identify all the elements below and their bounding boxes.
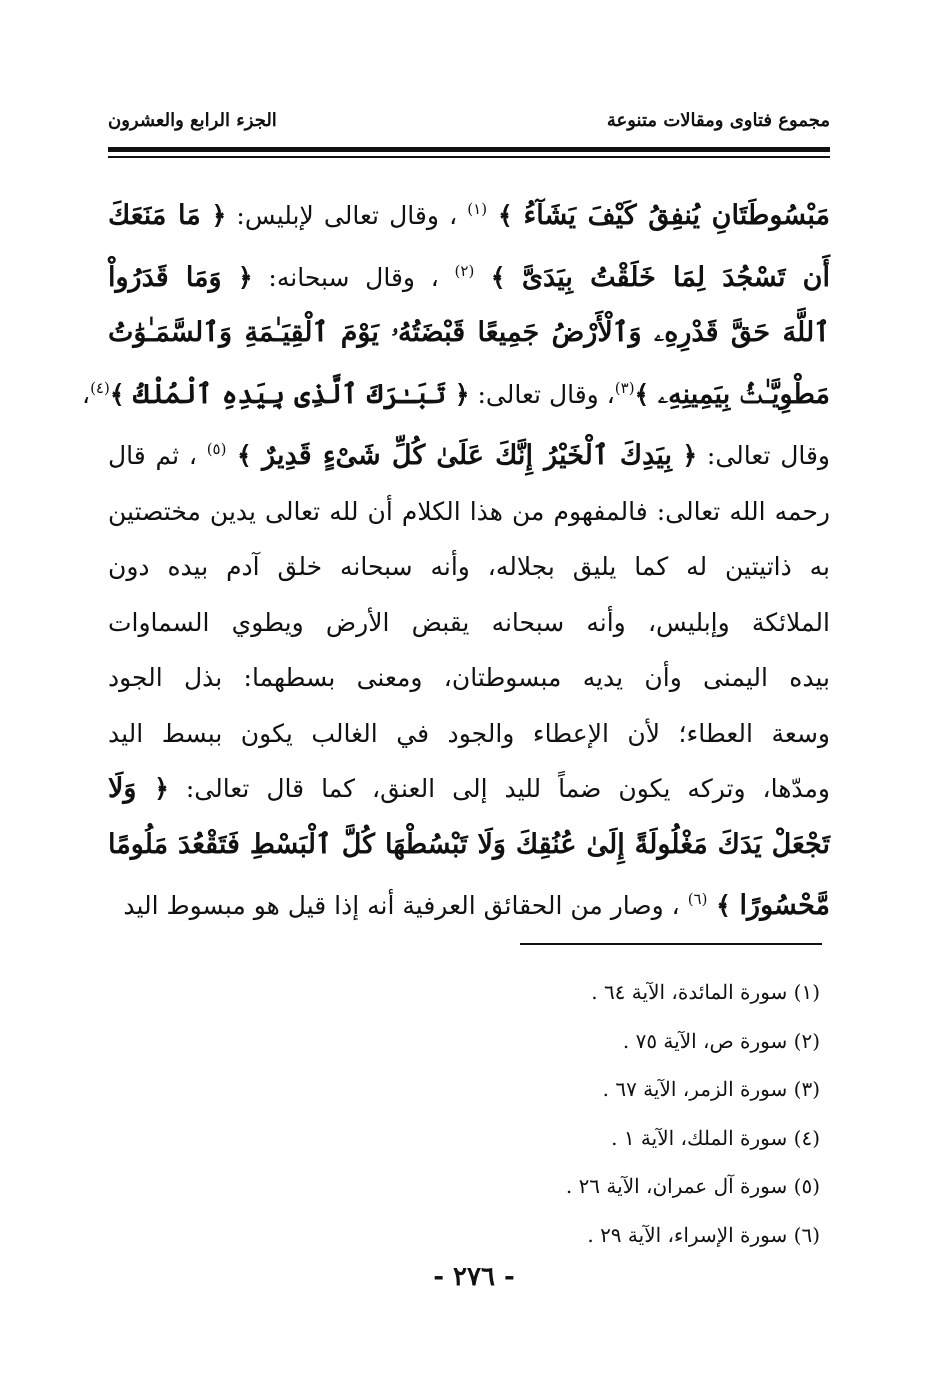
quran-verse: أَن تَسْجُدَ لِمَا خَلَقْتُ بِيَدَىَّ bbox=[521, 261, 830, 293]
body-text-run: ، ثم قال bbox=[108, 441, 207, 470]
quran-verse: مَا مَنَعَكَ bbox=[108, 200, 201, 231]
footnotes bbox=[420, 968, 820, 1260]
footnote-item: (٥) سورة آل عمران، الآية ٢٦ . bbox=[565, 1174, 820, 1199]
body-text-run: ، bbox=[81, 379, 91, 409]
body-line bbox=[108, 305, 830, 361]
quran-verse: وَلَا bbox=[108, 773, 137, 804]
body-line bbox=[108, 761, 830, 817]
body-text-run: ، وقال سبحانه: bbox=[252, 262, 455, 292]
quran-bracket: ﴾ bbox=[226, 441, 263, 470]
footnote-ref: (٦) bbox=[687, 890, 708, 908]
page-number: - ٢٧٦ - bbox=[433, 1262, 515, 1292]
body-text-run: بيده اليمنى وأن يديه مبسوطتان، ومعنى بسطهما: بذل الجود bbox=[108, 663, 830, 692]
footnote-item: (٤) سورة الملك، الآية ١ . bbox=[611, 1125, 820, 1150]
quran-verse: مَّحْسُورًا bbox=[739, 890, 830, 921]
body-line bbox=[81, 361, 830, 423]
body-text-run: ، وصار من الحقائق العرفية أنه إذا قيل هو مبسوط اليد bbox=[123, 891, 688, 920]
body-text-run: ومدّها، وتركه يكون ضماً لليد إلى العنق، كما قال تعالى: bbox=[168, 774, 830, 803]
footnote-ref: (٣) bbox=[614, 378, 635, 397]
footnote-item: (٦) سورة الإسراء، الآية ٢٩ . bbox=[587, 1222, 820, 1247]
footnote-item: (٢) سورة ص، الآية ٧٥ . bbox=[622, 1028, 820, 1053]
body-line bbox=[108, 422, 830, 484]
quran-bracket: ﴿ bbox=[446, 379, 470, 409]
running-header bbox=[108, 110, 830, 131]
header-rule-thin bbox=[108, 156, 830, 158]
body-line bbox=[108, 872, 830, 934]
body-line bbox=[108, 595, 830, 651]
body-text-run: وسعة العطاء؛ لأن الإعطاء والجود في الغالب يكون ببسط اليد bbox=[108, 718, 830, 748]
body-line bbox=[108, 817, 830, 873]
quran-bracket: ﴿ bbox=[200, 201, 227, 230]
quran-verse: مَبْسُوطَتَانِ يُنفِقُ كَيْفَ يَشَآءُ bbox=[523, 200, 830, 231]
body-text-run: ، وقال تعالى: bbox=[469, 379, 615, 409]
body-text-run: به ذاتيتين له كما يليق بجلاله، وأنه سبحانه خلق آدم بيده دون bbox=[108, 552, 830, 581]
body-line bbox=[108, 650, 830, 706]
quran-verse: مَطْوِيَّـٰتُۢ بِيَمِينِهِۦ bbox=[657, 378, 830, 410]
body-line bbox=[108, 182, 830, 244]
footnote-ref: (١) bbox=[467, 200, 488, 218]
quran-verse: تَبَـٰرَكَ ٱلَّذِى بِيَدِهِ ٱلْمُلْكُ bbox=[133, 378, 447, 410]
body-line bbox=[108, 244, 830, 306]
body-line bbox=[108, 539, 830, 595]
quran-bracket: ﴿ bbox=[671, 441, 698, 470]
quran-bracket: ﴿ bbox=[221, 262, 253, 292]
body-line bbox=[108, 706, 830, 762]
header-book-title: مجموع فتاوى ومقالات متنوعة bbox=[606, 110, 830, 131]
quran-bracket: ﴾ bbox=[634, 379, 658, 409]
quran-verse: ٱللَّهَ حَقَّ قَدْرِهِۦ وَٱلْأَرْضُ جَمِيعًا قَبْضَتُهُۥ يَوْمَ ٱلْقِيَـٰمَةِ وَٱلسَّمَـٰوَٰتُ bbox=[108, 317, 830, 348]
quran-verse: وَمَا قَدَرُواْ bbox=[108, 261, 222, 293]
footnote-separator bbox=[520, 943, 822, 945]
quran-bracket: ﴾ bbox=[707, 891, 740, 920]
footnote-ref: (٥) bbox=[206, 440, 227, 458]
quran-verse: بِيَدِكَ ٱلْخَيْرُ إِنَّكَ عَلَىٰ كُلِّ شَىْءٍ قَدِيرٌ bbox=[262, 440, 672, 471]
footnote-item: (١) سورة المائدة، الآية ٦٤ . bbox=[591, 980, 820, 1004]
body-text-run: ، وقال تعالى لإبليس: bbox=[226, 201, 468, 230]
body-text-run: الملائكة وإبليس، وأنه سبحانه يقبض الأرض ويطوي السماوات bbox=[108, 607, 830, 637]
footnote-ref: (٤) bbox=[90, 378, 110, 397]
header-volume-title: الجزء الرابع والعشرون bbox=[108, 110, 277, 131]
body-line bbox=[108, 484, 830, 540]
quran-bracket: ﴾ bbox=[474, 262, 522, 292]
footnote-item: (٣) سورة الزمر، الآية ٦٧ . bbox=[602, 1077, 820, 1102]
quran-verse: تَجْعَلْ يَدَكَ مَغْلُولَةً إِلَىٰ عُنُقِكَ وَلَا تَبْسُطْهَا كُلَّ ٱلْبَسْطِ فَتَقْعُدَ مَلُومًا bbox=[108, 828, 830, 860]
body-text bbox=[81, 182, 830, 934]
footnote-ref: (٢) bbox=[454, 261, 475, 280]
body-text-run: وقال تعالى: bbox=[697, 441, 830, 470]
body-text-run: رحمه الله تعالى: فالمفهوم من هذا الكلام أن لله تعالى يدين مختصتين bbox=[108, 496, 830, 526]
quran-bracket: ﴾ bbox=[487, 201, 524, 230]
quran-bracket: ﴾ bbox=[109, 379, 134, 409]
header-rule-thick bbox=[108, 147, 830, 152]
quran-bracket: ﴿ bbox=[136, 774, 169, 803]
